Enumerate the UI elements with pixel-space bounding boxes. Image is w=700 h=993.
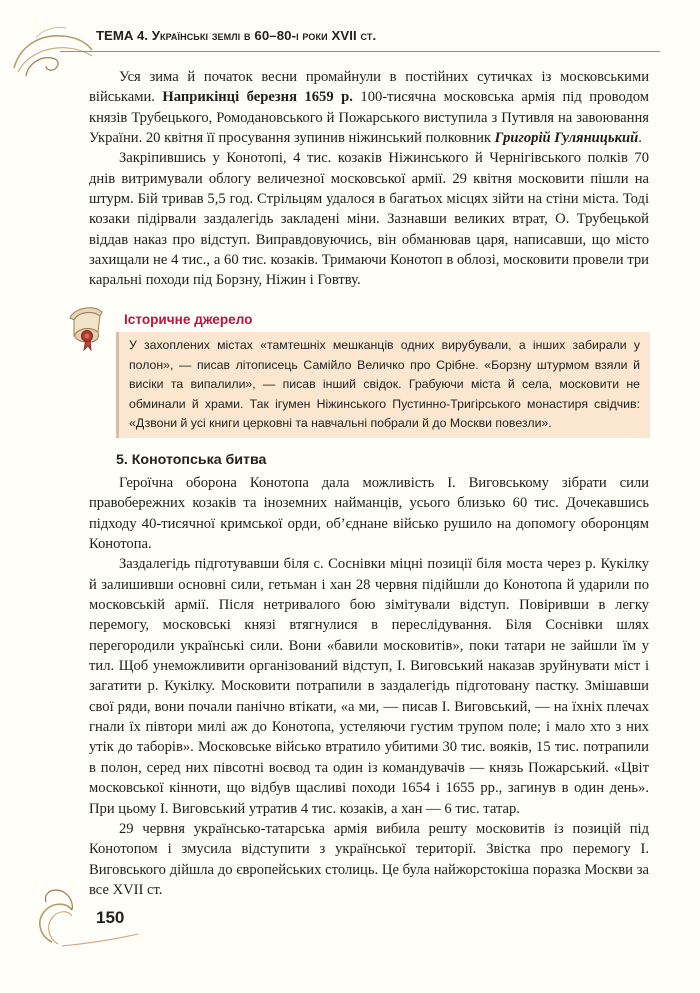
page-number: 150 <box>96 908 125 927</box>
historical-source-box <box>116 332 650 438</box>
emphasis-text: Григорій Гуляницький <box>494 130 639 147</box>
source-quote: У захоплених містах «тамтешніх мешканців одних вирубували, а інших забирали у полон», — писав літописець Самійло Величко про Срібне. «Борзну штурмом взяли й висіки та випалили», — писав інший свідок. Грабуючи міста й села, московити не обминали й храми. Так ігумен Ніжинського Пустинно-Тригірського монастиря свідчив: «Дзвони й усі книги церковні та навчальні побрали й до Москви повезли». <box>129 338 640 431</box>
paragraph <box>89 473 649 554</box>
paragraph-text: Уся зима й початок весни промайнули в постійних сутичках із московськими військами. <box>89 69 649 106</box>
paragraph-text: . <box>638 130 642 147</box>
paragraph-text: Закріпившись у Конотопі, 4 тис. козаків Ніжинського й Чернігівського полків 70 днів витримували облогу величезної московської армії. 29 квітня московити пішли на штурм. Бій тривав 5,5 год. Стрільцям удалося в багатьох місцях зійти на стіни міста. Тоді козаки підірвали заздалегідь закладені міни. Зазнавши великих втрат, О. Трубецькой віддав наказ про відступ. Виправдовуючись, він обманював царя, написавши, що місто захищали не 4 тис., а 60 тис. козаків. Тримаючи Конотоп в облозі, московити провели три каральні походи під Борзну, Ніжин і Говтву. <box>89 150 649 289</box>
body-text-bottom <box>89 473 649 900</box>
source-title: Історичне джерело <box>124 312 253 327</box>
paragraph-text: Заздалегідь підготувавши біля с. Соснівки міцні позиції біля моста через р. Кукілку й залишивши основні сили, гетьман і хан 28 червня підійшли до Конотопа й ударили по московській армії. Після нетривалого бою зімітували відступ. Повіривши в легку перемогу, московські князі втягнулися в переслідування. Біля Соснівки шлях перегородили українські сили. Вони «бавили московитів», поки татари не зайшли їм у тил. Щоб унеможливити організований відступ, І. Виговський наказав зруйнувати міст і загатити р. Кукілку. Московити потрапили в заздалегідь підготовану пастку. Змішавши свої ряди, вони почали панічно втікати, «а ми, — писав І. Виговський, — на їхніх плечах гнали їх півтори милі аж до Конотопа, устеляючи густим трупом поле; і мало хто з них утік до таборів». Московське військо втратило убитими 30 тис. вояків, 15 тис. потрапили в полон, серед них півсотні воєвод та один із командувачів — князь Пожарський. «Цвіт московської кінноти, що відбув щасливі походи 1654 і 1655 рр., загинув в один день». При цьому І. Виговський утратив 4 тис. козаків, а хан — 6 тис. татар. <box>89 556 649 817</box>
paragraph-text: Героїчна оборона Конотопа дала можливість І. Виговському зібрати сили правобережних козаків та іноземних найманців, усього близько 60 тис. Дочекавшись підходу 40-тисячної кримської орди, об’єднане військо рушило на допомогу оборонцям Конотопа. <box>89 475 649 553</box>
running-head <box>96 28 376 43</box>
theme-label: ТЕМА 4. <box>96 28 149 43</box>
scroll-seal-icon <box>64 302 108 352</box>
paragraph <box>89 148 649 290</box>
header-divider <box>60 51 660 52</box>
paragraph <box>89 67 649 148</box>
body-text-top <box>89 67 649 291</box>
paragraph <box>89 554 649 818</box>
theme-title: Українські землі в 60–80-і роки XVII ст. <box>151 28 377 43</box>
paragraph <box>89 819 649 900</box>
paragraph-text: 29 червня українсько-татарська армія вибила решту московитів із позицій під Конотопом і змусила відступити з української території. Звістка про перемогу І. Виговського дійшла до європейських столиць. Це була найжорстокіша поразка Москви за все XVII ст. <box>89 820 649 898</box>
paragraph-text: 100-тисячна московська армія під проводом князів Трубецького, Ромодановського й Пожарського виступила з Путивля на завоювання України. 20 квітня її просування зупинив ніжинський полковник <box>89 89 649 147</box>
emphasis-text: Наприкінці березня 1659 р. <box>162 89 353 106</box>
section-heading: 5. Конотопська битва <box>116 452 267 468</box>
